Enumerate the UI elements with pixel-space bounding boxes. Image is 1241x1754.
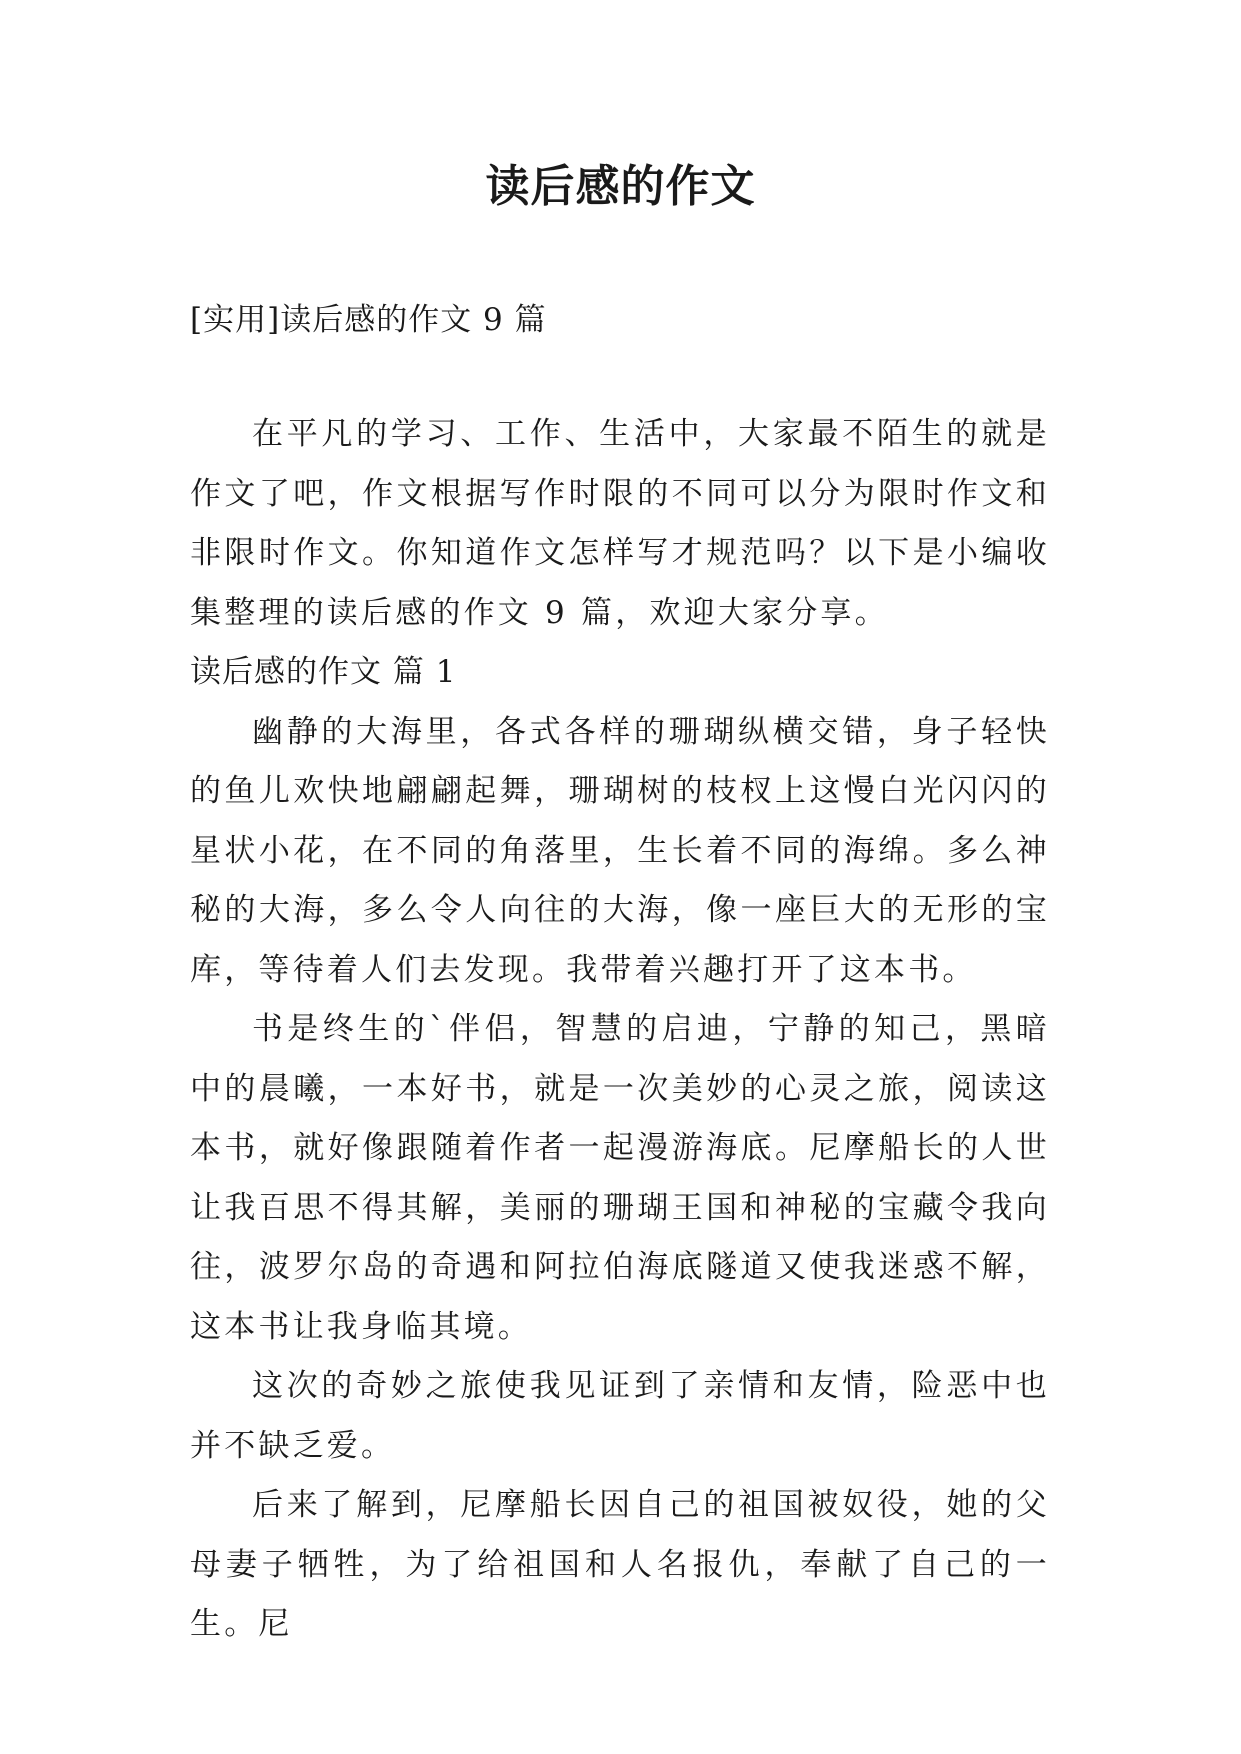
body-paragraph-4: 后来了解到，尼摩船长因自己的祖国被奴役，她的父母妻子牺牲，为了给祖国和人名报仇，奉献了自己的一生。尼	[190, 1487, 1050, 1642]
body-paragraph-1: 幽静的大海里，各式各样的珊瑚纵横交错，身子轻快的鱼儿欢快地翩翩起舞，珊瑚树的枝杈上这慢白光闪闪的星状小花，在不同的角落里，生长着不同的海绵。多么神秘的大海，多么令人向往的大海，像一座巨大的无形的宝库，等待着人们去发现。我带着兴趣打开了这本书。	[190, 713, 1050, 988]
section-heading: 读后感的作文 篇 1	[190, 654, 457, 690]
document-body	[190, 405, 1050, 1655]
document-title: 读后感的作文	[485, 161, 756, 212]
body-paragraph-2: 书是终生的`伴侣，智慧的启迪，宁静的知己，黑暗中的晨曦，一本好书，就是一次美妙的心灵之旅，阅读这本书，就好像跟随着作者一起漫游海底。尼摩船长的人世让我百思不得其解，美丽的珊瑚王国和神秘的宝藏令我向往，波罗尔岛的奇遇和阿拉伯海底隧道又使我迷惑不解，这本书让我身临其境。	[190, 1011, 1050, 1345]
document-subtitle: [实用]读后感的作文 9 篇	[190, 302, 547, 338]
intro-paragraph: 在平凡的学习、工作、生活中，大家最不陌生的就是作文了吧，作文根据写作时限的不同可以分为限时作文和非限时作文。你知道作文怎样写才规范吗？以下是小编收集整理的读后感的作文 9 篇，欢迎大家分享。	[190, 416, 1050, 631]
body-paragraph-3: 这次的奇妙之旅使我见证到了亲情和友情，险恶中也并不缺乏爱。	[190, 1368, 1050, 1464]
